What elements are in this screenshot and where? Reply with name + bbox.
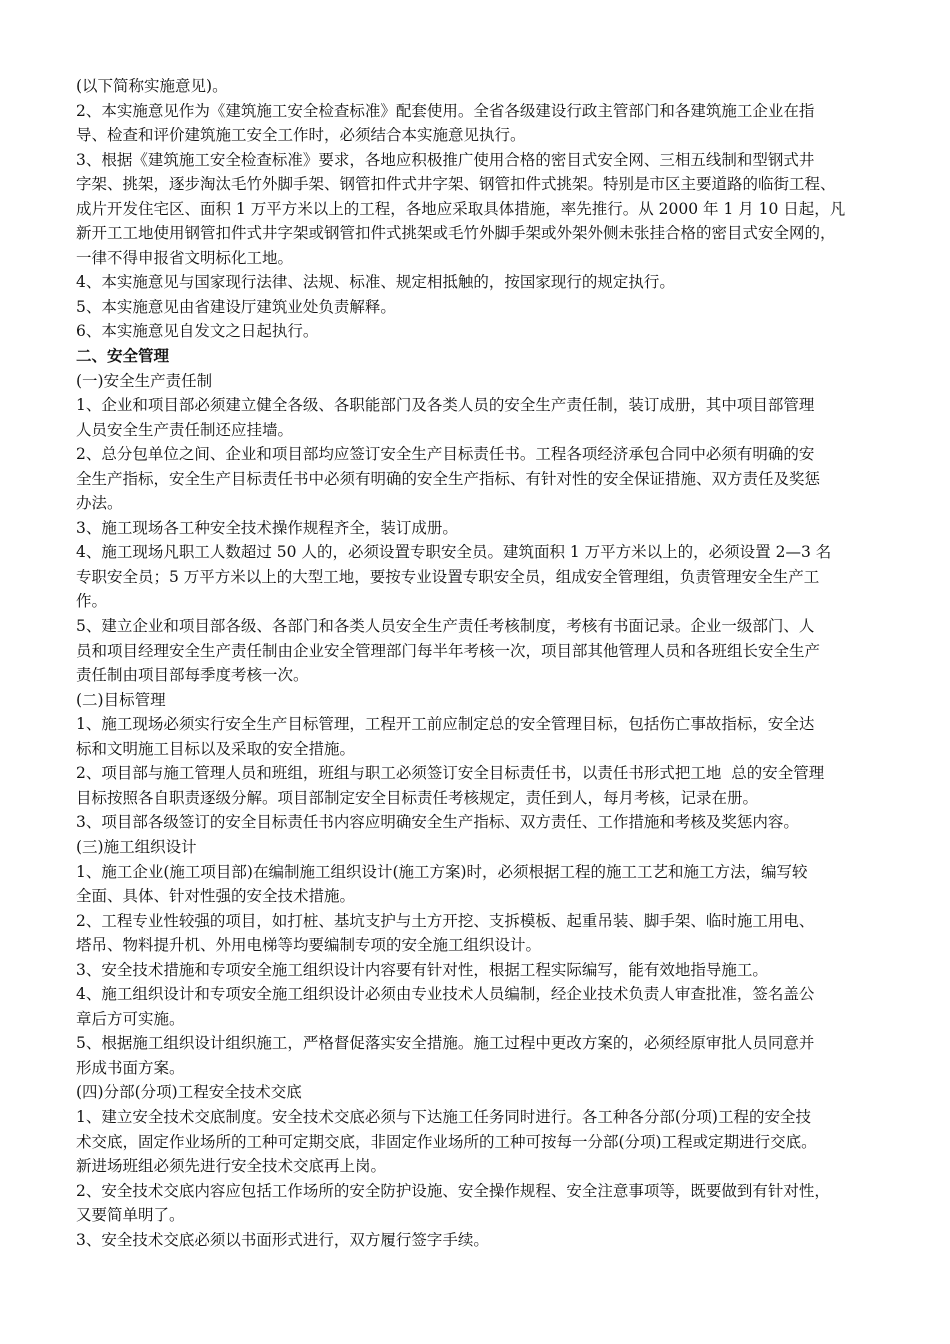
text-line: 1、企业和项目部必须建立健全各级、各职能部门及各类人员的安全生产责任制，装订成册，其中项目部管理 <box>76 396 815 415</box>
text-line: 2、项目部与施工管理人员和班组，班组与职工必须签订安全目标责任书，以责任书形式把工地 总的安全管理 <box>76 764 825 783</box>
text-line: 导、检查和评价建筑施工安全工作时，必须结合本实施意见执行。 <box>76 126 526 145</box>
text-line: 1、施工现场必须实行安全生产目标管理，工程开工前应制定总的安全管理目标，包括伤亡事故指标，安全达 <box>76 715 815 734</box>
text-line: 全面、具体、针对性强的安全技术措施。 <box>76 887 356 906</box>
text-line: 3、施工现场各工种安全技术操作规程齐全，装订成册。 <box>76 518 458 537</box>
text-line: 4、施工组织设计和专项安全施工组织设计必须由专业技术人员编制，经企业技术负责人审查批准，签名盖公 <box>76 985 815 1004</box>
text-line: 目标按照各自职责逐级分解。项目部制定安全目标责任考核规定，责任到人，每月考核，记录在册。 <box>76 788 759 807</box>
text-line: 2、本实施意见作为《建筑施工安全检查标准》配套使用。全省各级建设行政主管部门和各建筑施工企业在指 <box>76 101 815 120</box>
text-line: (三)施工组织设计 <box>76 837 197 856</box>
text-line: 2、总分包单位之间、企业和项目部均应签订安全生产目标责任书。工程各项经济承包合同中必须有明确的安 <box>76 445 815 464</box>
text-line: 章后方可实施。 <box>76 1009 185 1028</box>
text-line: 形成书面方案。 <box>76 1058 185 1077</box>
text-line: 3、根据《建筑施工安全检查标准》要求，各地应积极推广使用合格的密目式安全网、三相五线制和型钢式井 <box>76 150 815 169</box>
text-line: 1、建立安全技术交底制度。安全技术交底必须与下达施工任务同时进行。各工种各分部(分项)工程的安全技 <box>76 1107 811 1126</box>
text-line: 4、本实施意见与国家现行法律、法规、标准、规定相抵触的，按国家现行的规定执行。 <box>76 273 675 292</box>
text-line: 标和文明施工目标以及采取的安全措施。 <box>76 739 356 758</box>
text-line: (二)目标管理 <box>76 690 166 709</box>
text-line: 一律不得申报省文明标化工地。 <box>76 248 294 267</box>
text-line: 成片开发住宅区、面积 1 万平方米以上的工程，各地应采取具体措施，率先推行。从 2000 年 1 月 10 日起，凡 <box>76 199 846 218</box>
text-line: 5、建立企业和项目部各级、各部门和各类人员安全生产责任考核制度，考核有书面记录。企业一级部门、人 <box>76 617 815 636</box>
text-line: 又要简单明了。 <box>76 1206 185 1225</box>
text-line: 2、安全技术交底内容应包括工作场所的安全防护设施、安全操作规程、安全注意事项等，既要做到有针对性， <box>76 1181 830 1200</box>
text-line: 3、安全技术交底必须以书面形式进行，双方履行签字手续。 <box>76 1230 489 1249</box>
text-line: 作。 <box>76 592 108 611</box>
text-line: 3、安全技术措施和专项安全施工组织设计内容要有针对性，根据工程实际编写，能有效地指导施工。 <box>76 960 768 979</box>
text-line: 新进场班组必须先进行安全技术交底再上岗。 <box>76 1157 387 1176</box>
text-line: (四)分部(分项)工程安全技术交底 <box>76 1083 302 1102</box>
text-line: 塔吊、物料提升机、外用电梯等均要编制专项的安全施工组织设计。 <box>76 936 542 955</box>
text-line: 员和项目经理安全生产责任制由企业安全管理部门每半年考核一次，项目部其他管理人员和各班组长安全生产 <box>76 641 821 660</box>
text-line: 办法。 <box>76 494 123 513</box>
text-line: 5、根据施工组织设计组织施工，严格督促落实安全措施。施工过程中更改方案的，必须经原审批人员同意并 <box>76 1034 815 1053</box>
text-line: 5、本实施意见由省建设厅建筑业处负责解释。 <box>76 297 396 316</box>
text-line: 1、施工企业(施工项目部)在编制施工组织设计(施工方案)时，必须根据工程的施工工艺和施工方法，编写较 <box>76 862 808 881</box>
text-line: (以下简称实施意见)。 <box>76 77 228 95</box>
text-line: 新开工工地使用钢管扣件式井字架或钢管扣件式挑架或毛竹外脚手架或外架外侧未张挂合格的密目式安全网的， <box>76 224 836 243</box>
text-line: (一)安全生产责任制 <box>76 371 213 390</box>
section-heading: 二、安全管理 <box>76 347 170 366</box>
text-line: 人员安全生产责任制还应挂墙。 <box>76 420 294 439</box>
document-body <box>76 74 884 1252</box>
text-line: 2、工程专业性较强的项目，如打桩、基坑支护与土方开挖、支拆模板、起重吊装、脚手架、临时施工用电、 <box>76 911 815 930</box>
text-line: 4、施工现场凡职工人数超过 50 人的，必须设置专职安全员。建筑面积 1 万平方米以上的，必须设置 2—3 名 <box>76 543 832 562</box>
text-line: 3、项目部各级签订的安全目标责任书内容应明确安全生产指标、双方责任、工作措施和考核及奖惩内容。 <box>76 813 799 832</box>
text-line: 6、本实施意见自发文之日起执行。 <box>76 322 319 341</box>
text-line: 全生产指标，安全生产目标责任书中必须有明确的安全生产指标、有针对性的安全保证措施、双方责任及奖惩 <box>76 469 821 488</box>
text-line: 责任制由项目部每季度考核一次。 <box>76 666 309 685</box>
text-line: 字架、挑架，逐步淘汰毛竹外脚手架、钢管扣件式井字架、钢管扣件式挑架。特别是市区主要道路的临街工程、 <box>76 175 836 194</box>
text-line: 专职安全员；5 万平方米以上的大型工地，要按专业设置专职安全员，组成安全管理组，负责管理安全生产工 <box>76 567 820 586</box>
text-line: 术交底，固定作业场所的工种可定期交底，非固定作业场所的工种可按每一分部(分项)工程或定期进行交底。 <box>76 1132 817 1151</box>
